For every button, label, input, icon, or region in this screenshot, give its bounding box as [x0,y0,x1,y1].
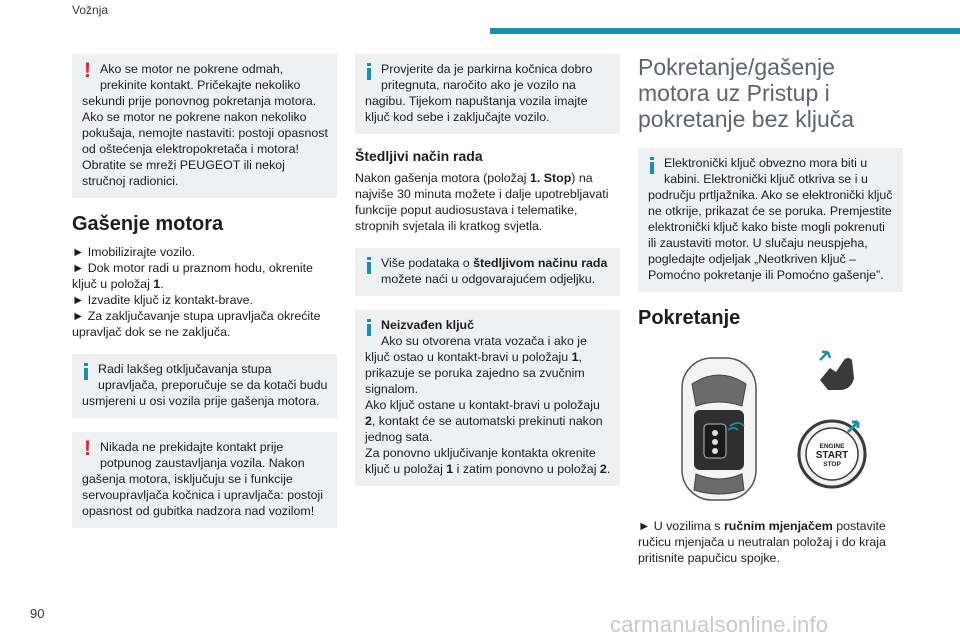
warning-box-start [72,54,337,198]
info-icon [650,157,654,174]
header-title: Vožnja [72,3,109,17]
keyless-title: Pokretanje/gašenje motora uz Pristup i pokretanje bez ključa [638,54,855,132]
info-text: Elektronički ključ obvezno mora biti u kabini. Elektronički ključ otkriva se i u području prtljažnika. Ako se elektronički ključ ne otkrije, prikazat će se poruka. Premjestite elektronički ključ kako biste mogli pokrenuti ili zaustaviti motor. U slučaju neuspjeha, pogledajte odjeljak „Neotkriven ključ – Pomoćno pokretanje ili Pomoćno gašenje”. [648,156,893,282]
warning-icon: ! [84,59,91,82]
column-right [638,54,903,580]
section-heading-economy: Štedljivi način rada [355,148,483,164]
section-heading-start: Pokretanje [638,307,741,329]
info-icon [84,363,88,380]
header-bar [490,28,960,34]
info-text: Radi lakšeg otključavanja stupa upravljača, preporučuje se da kotači budu usmjereni u osi vozila prije gašenja motora. [82,362,328,408]
start-illustration [638,338,903,506]
page-number: 90 [30,606,45,621]
info-icon [367,63,371,80]
start-paragraph: ► U vozilima s ručnim mjenjačem postavite ručicu mjenjača u neutralan položaj i do kraja pritisnite papučicu spojke. [638,519,886,565]
step-2: ► Dok motor radi u praznom hodu, okrenite ključ u položaj 1. [72,261,313,291]
info-box-electronic-key [638,148,903,292]
warning-text: Ako se motor ne pokrene odmah, prekinite kontakt. Pričekajte nekoliko sekundi prije ponovnog pokretanja motora. Ako se motor ne pokrene nakon nekoliko pokušaja, nemojte nastaviti: postoji opasnost od oštećenja elektropokretača i motora! Obratite se mreži PEUGEOT ili nekoj stručnoj radionici. [82,62,328,188]
warning-box-ignition [72,432,337,528]
info-text: Provjerite da je parkirna kočnica dobro pritegnuta, naročito ako je vozilo na nagibu. Tijekom napuštanja vozila imajte ključ kod sebe i zaključajte vozilo. [365,62,593,124]
economy-paragraph: Nakon gašenja motora (položaj 1. Stop) na najviše 30 minuta možete i dalje upotrebljavati funkcije poput audiosustava i telematike, stropnih svjetala ili kratkog svjetla. [355,171,609,233]
step-4: ► Za zaključavanje stupa upravljača okrećite upravljač dok se ne zaključa. [72,309,321,339]
info-box-economy [355,248,620,296]
engine-start-stop-button-figure [796,418,868,490]
btn-label-start: START [815,450,849,461]
stop-steps [72,244,337,340]
hand-press-icon [806,338,866,398]
info-box-parking [355,54,620,134]
info-text: Ako su otvorena vrata vozača i ako je ključ ostao u kontakt-bravi u položaju 1, prikazuje se poruka zajedno sa zvučnim signalom. Ako ključ ostane u kontakt-bravi u položaju 2, kontakt će se automatski prekinuti nakon jednog sata. Za ponovno uključivanje kontakta okrenite ključ u položaj 1 i zatim ponovno u položaj 2. [365,334,611,476]
step-1: ► Imobilizirajte vozilo. [72,245,196,259]
watermark: carmanualsonline.info [610,612,829,637]
info-title: Neizvađen ključ [381,318,474,332]
column-left [72,54,337,542]
column-middle [355,54,620,500]
info-text: Više podataka o štedljivom načinu rada možete naći u odgovarajućem odjeljku. [381,256,608,286]
info-box-key-left [355,310,620,486]
btn-label-engine: ENGINE [819,443,845,450]
warning-icon: ! [84,437,91,460]
step-3: ► Izvadite ključ iz kontakt-brave. [72,293,253,307]
info-icon [367,319,371,336]
section-heading-stop: Gašenje motora [72,213,224,235]
car-top-view-icon [674,354,764,504]
info-icon [367,257,371,274]
start-button-ring-icon [796,418,868,490]
info-box-steering [72,354,337,418]
btn-label-stop: STOP [823,461,841,468]
warning-text: Nikada ne prekidajte kontakt prije potpunog zaustavljanja vozila. Nakon gašenja motora, isključuju se i funkcije servoupravljača kočnica i upravljača: postoji opasnost od gubitka nadzora nad vozilom! [82,440,324,518]
